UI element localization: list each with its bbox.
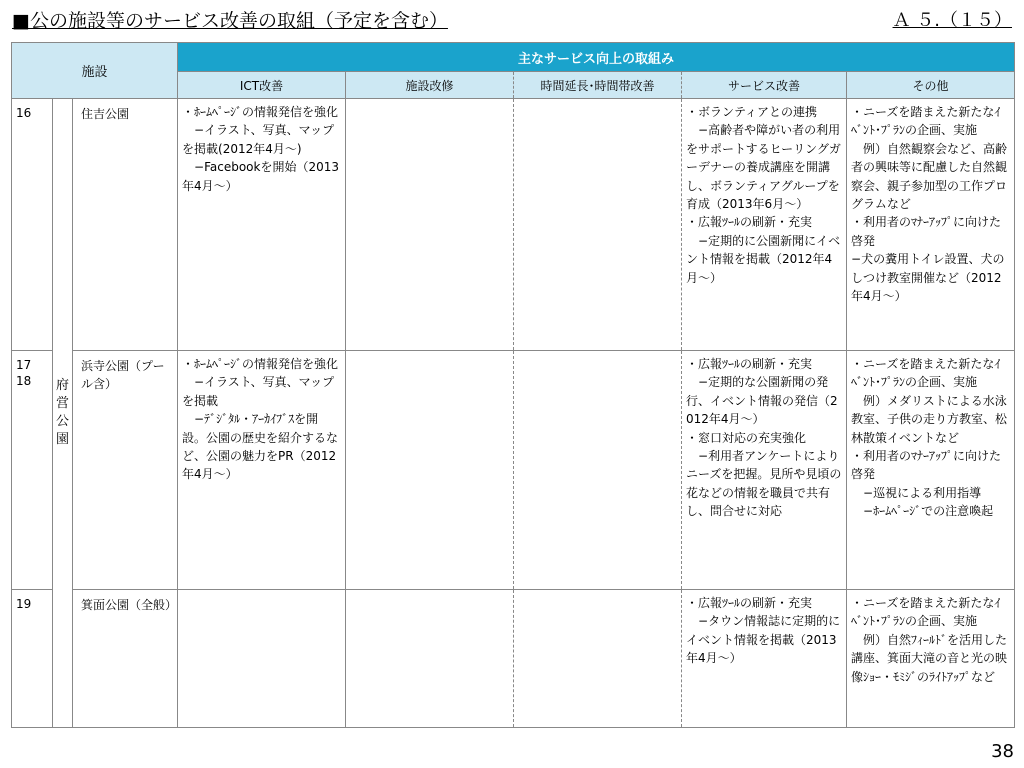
facility-name: 浜寺公園（プール含） [73, 351, 178, 590]
facility-header: 施設 [12, 43, 178, 99]
cell-facility-renovation [346, 351, 514, 590]
row-number: 17 18 [12, 351, 53, 590]
facility-name: 住吉公園 [73, 99, 178, 351]
cell-line: −イラスト、写真、マップを掲載 [182, 375, 335, 408]
cell-line: ・ニーズを踏まえた新たなｲﾍﾞﾝﾄ･ﾌﾟﾗﾝの企画、実施 [851, 596, 1001, 629]
col-header-ict: ICT改善 [178, 72, 346, 99]
col-header-service: サービス改善 [682, 72, 847, 99]
cell-facility-renovation [346, 590, 514, 728]
cell-ict [178, 99, 346, 351]
main-header: 主なサービス向上の取組み [178, 43, 1015, 72]
cell-line: −ﾃﾞｼﾞﾀﾙ・ｱｰｶｲﾌﾞｽを開設。公園の歴史を紹介するなど、公園の魅力をPR（2012年4月～） [182, 412, 339, 482]
document-reference: Ａ ５.（１５） [892, 10, 1012, 31]
service-improvement-table [11, 42, 1015, 728]
table-row [12, 99, 1015, 351]
cell-line: −高齢者や障がい者の利用をサポートするヒーリングガーデナーの養成講座を開講し、ボランティアグループを育成（2013年6月～） [686, 123, 841, 212]
row-number: 16 [12, 99, 53, 351]
col-header-hours: 時間延長･時間帯改善 [514, 72, 682, 99]
cell-line: −定期的に公園新聞にイベント情報を掲載（2012年4月～） [686, 233, 841, 285]
row-number: 19 [12, 590, 53, 728]
cell-service [682, 351, 847, 590]
cell-line: ・ﾎｰﾑﾍﾟｰｼﾞの情報発信を強化 [182, 357, 339, 371]
cell-line: ・利用者のﾏﾅｰｱｯﾌﾟに向けた啓発 [851, 215, 1002, 248]
cell-service [682, 590, 847, 728]
cell-line: 例）メダリストによる水泳教室、子供の走り方教室、松林散策イベントなど [851, 393, 1008, 445]
cell-facility-renovation [346, 99, 514, 351]
cell-line: ・ﾎｰﾑﾍﾟｰｼﾞの情報発信を強化 [182, 105, 339, 119]
cell-line: 例）自然ﾌｨｰﾙﾄﾞを活用した講座、箕面大滝の音と光の映像ｼｮｰ・ﾓﾐｼﾞのﾗｲﾄｱｯﾌﾟなど [851, 632, 1008, 684]
group-label: 府営公園 [55, 378, 69, 447]
cell-other [847, 99, 1015, 351]
col-header-other: その他 [847, 72, 1015, 99]
cell-line: ・ボランティアとの連携 [686, 105, 818, 119]
cell-line: −ﾎｰﾑﾍﾟｰｼﾞでの注意喚起 [851, 504, 994, 519]
cell-ict [178, 590, 346, 728]
cell-line: −巡視による利用指導 [851, 485, 982, 500]
cell-line: ・利用者のﾏﾅｰｱｯﾌﾟに向けた啓発 [851, 449, 1002, 482]
cell-line: ・広報ﾂｰﾙの刷新・充実 [686, 357, 813, 371]
cell-line: 例）自然観察会など、高齢者の興味等に配慮した自然観察会、親子参加型の工作プログラムなど [851, 141, 1008, 212]
group-label-cell [53, 99, 73, 728]
cell-hours [514, 99, 682, 351]
cell-hours [514, 590, 682, 728]
col-header-facility-renovation: 施設改修 [346, 72, 514, 99]
cell-line: ・ニーズを踏まえた新たなｲﾍﾞﾝﾄ･ﾌﾟﾗﾝの企画、実施 [851, 105, 1001, 138]
cell-line: −タウン情報誌に定期的にイベント情報を掲載（2013年4月～） [686, 614, 841, 666]
table-row [12, 590, 1015, 728]
cell-line: −イラスト、写真、マップを掲載(2012年4月～) [182, 123, 335, 156]
cell-line: ・広報ﾂｰﾙの刷新・充実 [686, 596, 813, 610]
table-row [12, 351, 1015, 590]
cell-line: −Facebookを開始（2013年4月～） [182, 160, 339, 193]
cell-line: ・ニーズを踏まえた新たなｲﾍﾞﾝﾄ･ﾌﾟﾗﾝの企画、実施 [851, 357, 1001, 390]
cell-line: −定期的な公園新聞の発行、イベント情報の発信（2012年4月～） [686, 375, 838, 427]
cell-line: ・広報ﾂｰﾙの刷新・充実 [686, 215, 813, 230]
cell-line: ・窓口対応の充実強化 [686, 430, 807, 445]
cell-hours [514, 351, 682, 590]
cell-ict [178, 351, 346, 590]
page-title: ■公の施設等のサービス改善の取組（予定を含む） [12, 10, 448, 32]
cell-other [847, 590, 1015, 728]
cell-other [847, 351, 1015, 590]
cell-service [682, 99, 847, 351]
cell-line: −犬の糞用トイレ設置、犬のしつけ教室開催など（2012年4月～） [851, 252, 1005, 304]
page-number: 38 [991, 741, 1014, 762]
facility-name: 箕面公園（全般） [73, 590, 178, 728]
cell-line: −利用者アンケートによりニーズを把握。見所や見頃の花などの情報を職員で共有し、問合せに対応 [686, 449, 842, 519]
